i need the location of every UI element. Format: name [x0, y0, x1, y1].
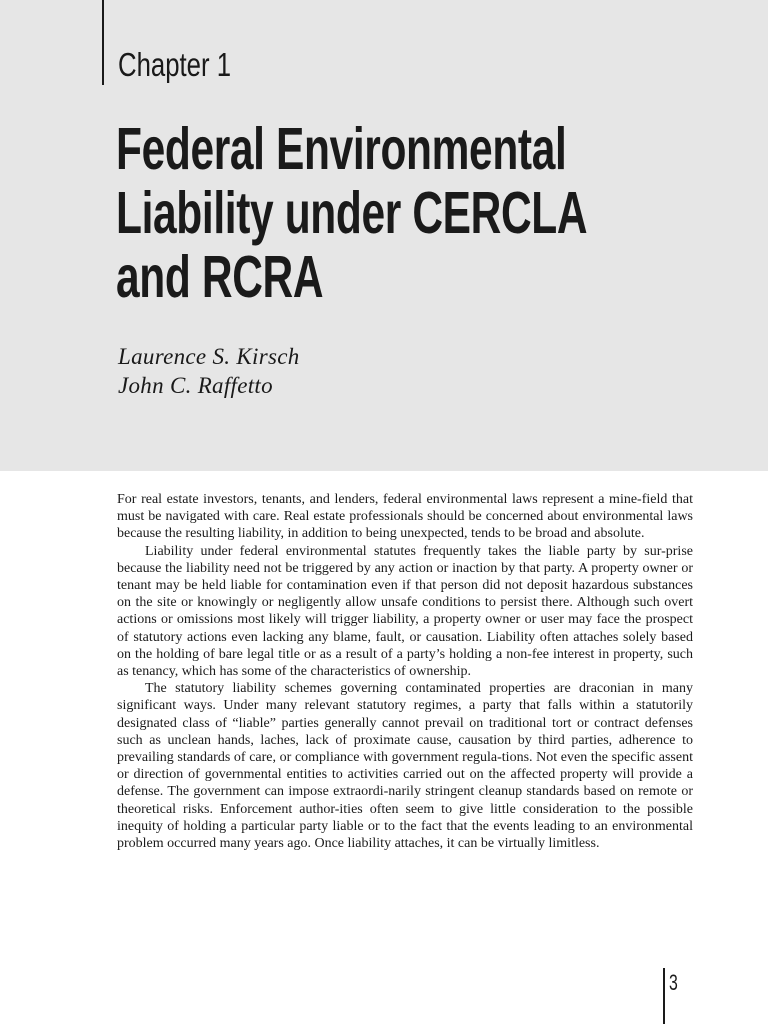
chapter-rule: [102, 0, 104, 85]
chapter-label: Chapter 1: [118, 46, 232, 83]
page-number: 3: [669, 970, 678, 995]
body-paragraph: For real estate investors, tenants, and lenders, federal environmental laws represent a mine-field that must be navigated with care. Real estate professionals should be concerned about environmental laws because the resulting liability, in addition to being unexpected, tends to be broad and absolute.: [117, 492, 693, 542]
body-text: [117, 491, 693, 852]
chapter-title-line: Liability under CERCLA: [116, 180, 588, 246]
author-name: John C. Raffetto: [118, 373, 273, 398]
author-name: Laurence S. Kirsch: [118, 344, 300, 369]
body-paragraph: Liability under federal environmental statutes frequently takes the liable party by sur-prise because the liability need not be triggered by any action or inaction by that party. A property owner or tenant may be held liable for contamination even if that person did not deposit hazardous substances on the site or knowingly or negligently allow unsafe conditions to persist there. Although such overt actions or omissions most likely will trigger liability, a property owner or user may face the prospect of statutory actions even lacking any blame, fault, or causation. Liability often attaches solely based on the holding of bare legal title or as a result of a party’s holding a non-fee interest in property, such as tenancy, which has some of the characteristics of ownership.: [117, 543, 693, 680]
page-number-rule: [663, 968, 665, 1024]
chapter-title-line: and RCRA: [116, 244, 324, 310]
authors: [118, 342, 300, 400]
chapter-title: [116, 117, 587, 309]
chapter-title-line: Federal Environmental: [116, 116, 567, 182]
body-paragraph: The statutory liability schemes governing contaminated properties are draconian in many significant ways. Under many relevant statutory regimes, a party that falls within a statutorily designated class of “liable” parties generally cannot prevail on traditional tort or contract defenses such as unclean hands, laches, lack of proximate cause, causation by third parties, adherence to prevailing standards of care, or compliance with government regula-tions. Not even the specific assent or direction of governmental entities to activities carried out on the affected property will provide a defense. The government can impose extraordi-narily stringent cleanup standards based on remote or theoretical risks. Enforcement author-ities often seem to give little consideration to the possible inequity of holding a particular party liable or to the fact that the events leading to an environmental problem occurred many years ago. Once liability attaches, it can be virtually limitless.: [117, 681, 693, 852]
